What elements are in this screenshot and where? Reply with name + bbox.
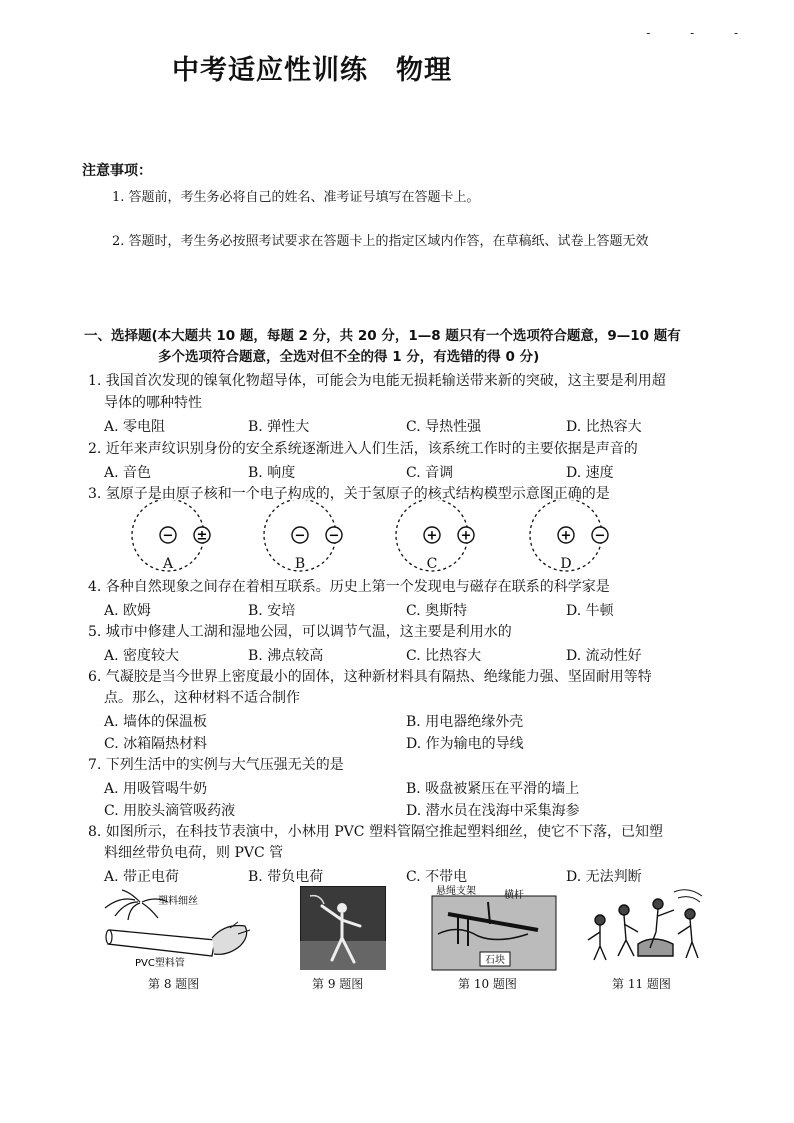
nucleus-charge: + — [560, 528, 572, 544]
question-6-text-cont: 点。那么，这种材料不适合制作 — [104, 690, 300, 706]
question-3-text: 3. 氢原子是由原子核和一个电子构成的，关于氢原子的核式结构模型示意图正确的是 — [88, 486, 610, 502]
figure-8-caption: 第 8 题图 — [148, 977, 200, 991]
question-6-text: 6. 气凝胶是当今世界上密度最小的固体，这种新材料具有隔热、绝缘能力强、坚固耐用等特 — [88, 669, 652, 685]
option: A. 用吸管喝牛奶 — [104, 781, 208, 797]
question-5-text: 5. 城市中修建人工湖和湿地公园，可以调节气温，这主要是利用水的 — [88, 624, 512, 640]
string-label: 塑料细丝 — [158, 896, 198, 907]
atom-label-b: B — [294, 556, 306, 572]
option: A. 带正电荷 — [104, 869, 180, 885]
atom-label-a: A — [162, 556, 174, 572]
nucleus-charge: − — [162, 528, 174, 544]
figure-9-photo — [300, 886, 386, 970]
option: D. 流动性好 — [566, 648, 642, 664]
option: C. 奥斯特 — [406, 603, 468, 619]
nucleus-charge: − — [294, 528, 306, 544]
question-4-text: 4. 各种自然现象之间存在着相互联系。历史上第一个发现电与磁存在联系的科学家是 — [88, 579, 610, 595]
option: A. 音色 — [104, 465, 152, 481]
option: B. 弹性大 — [248, 419, 310, 435]
note-item: 1. 答题前，考生务必将自己的姓名、准考证号填写在答题卡上。 — [112, 190, 480, 205]
option: B. 安培 — [248, 603, 296, 619]
electron-charge: + — [460, 528, 472, 544]
lever-label: 横杆 — [504, 890, 524, 901]
stone-label: 石块 — [485, 955, 505, 966]
electron-charge: ± — [196, 528, 208, 544]
pipe-label: PVC塑料管 — [135, 958, 185, 968]
option: A. 密度较大 — [104, 648, 180, 664]
option: B. 响度 — [248, 465, 296, 481]
option: D. 比热容大 — [566, 419, 642, 435]
section-heading: 一、选择题(本大题共 10 题，每题 2 分，共 20 分，1—8 题只有一个选项符合题意，9—10 题有 — [84, 328, 681, 344]
question-1-text-cont: 导体的哪种特性 — [104, 395, 202, 411]
figure-8-pvc-pipe — [100, 888, 260, 968]
question-7-text: 7. 下列生活中的实例与大气压强无关的是 — [88, 757, 344, 773]
option: B. 吸盘被紧压在平滑的墙上 — [406, 781, 580, 797]
option: B. 沸点较高 — [248, 648, 324, 664]
electron-charge: − — [594, 528, 606, 544]
electron-charge: − — [328, 528, 340, 544]
question-8-text-cont: 料细丝带负电荷，则 PVC 管 — [104, 845, 284, 861]
option: D. 潜水员在浅海中采集海参 — [406, 803, 580, 819]
pvc-pipe-drawing — [106, 922, 250, 956]
option: C. 不带电 — [406, 869, 468, 885]
option: D. 作为输电的导线 — [406, 736, 524, 752]
section-heading-cont: 多个选项符合题意，全选对但不全的得 1 分，有选错的得 0 分) — [158, 349, 540, 365]
corner-marks: - - - — [646, 26, 756, 40]
frame-label: 悬绳支架 — [436, 886, 476, 897]
question-2-text: 2. 近年来声纹识别身份的安全系统逐渐进入人们生活，该系统工作时的主要依据是声音的 — [88, 441, 638, 457]
atom-label-d: D — [560, 556, 572, 572]
note-item: 2. 答题时，考生务必按照考试要求在答题卡上的指定区域内作答，在草稿纸、试卷上答题无效 — [112, 234, 649, 249]
page-title: 中考适应性训练 物理 — [172, 55, 452, 86]
question-8-text: 8. 如图所示，在科技节表演中，小林用 PVC 塑料管隔空推起塑料细丝，使它不下落，已知塑 — [88, 824, 663, 840]
figure-11-caption: 第 11 题图 — [612, 977, 671, 991]
option: D. 无法判断 — [566, 869, 642, 885]
option: D. 牛顿 — [566, 603, 614, 619]
figure-10-caption: 第 10 题图 — [458, 977, 517, 991]
option: A. 欧姆 — [104, 603, 152, 619]
workers-drawing — [588, 890, 702, 960]
option: B. 带负电荷 — [248, 869, 324, 885]
figure-10-lever — [428, 884, 560, 972]
atom-models-figure — [120, 500, 620, 580]
option: C. 比热容大 — [406, 648, 482, 664]
option: C. 导热性强 — [406, 419, 482, 435]
atom-label-c: C — [426, 556, 438, 572]
option: A. 墙体的保温板 — [104, 714, 208, 730]
option: C. 音调 — [406, 465, 454, 481]
option: D. 速度 — [566, 465, 614, 481]
figure-11-illustration — [578, 884, 716, 970]
question-1-text: 1. 我国首次发现的镍氧化物超导体，可能会为电能无损耗输送带来新的突破，这主要是利用超 — [88, 373, 666, 389]
nucleus-charge: + — [426, 528, 438, 544]
notes-heading: 注意事项： — [82, 163, 152, 179]
option: C. 用胶头滴管吸药液 — [104, 803, 236, 819]
option: C. 冰箱隔热材料 — [104, 736, 208, 752]
figure-9-caption: 第 9 题图 — [312, 977, 364, 991]
option: B. 用电器绝缘外壳 — [406, 714, 524, 730]
option: A. 零电阻 — [104, 419, 166, 435]
